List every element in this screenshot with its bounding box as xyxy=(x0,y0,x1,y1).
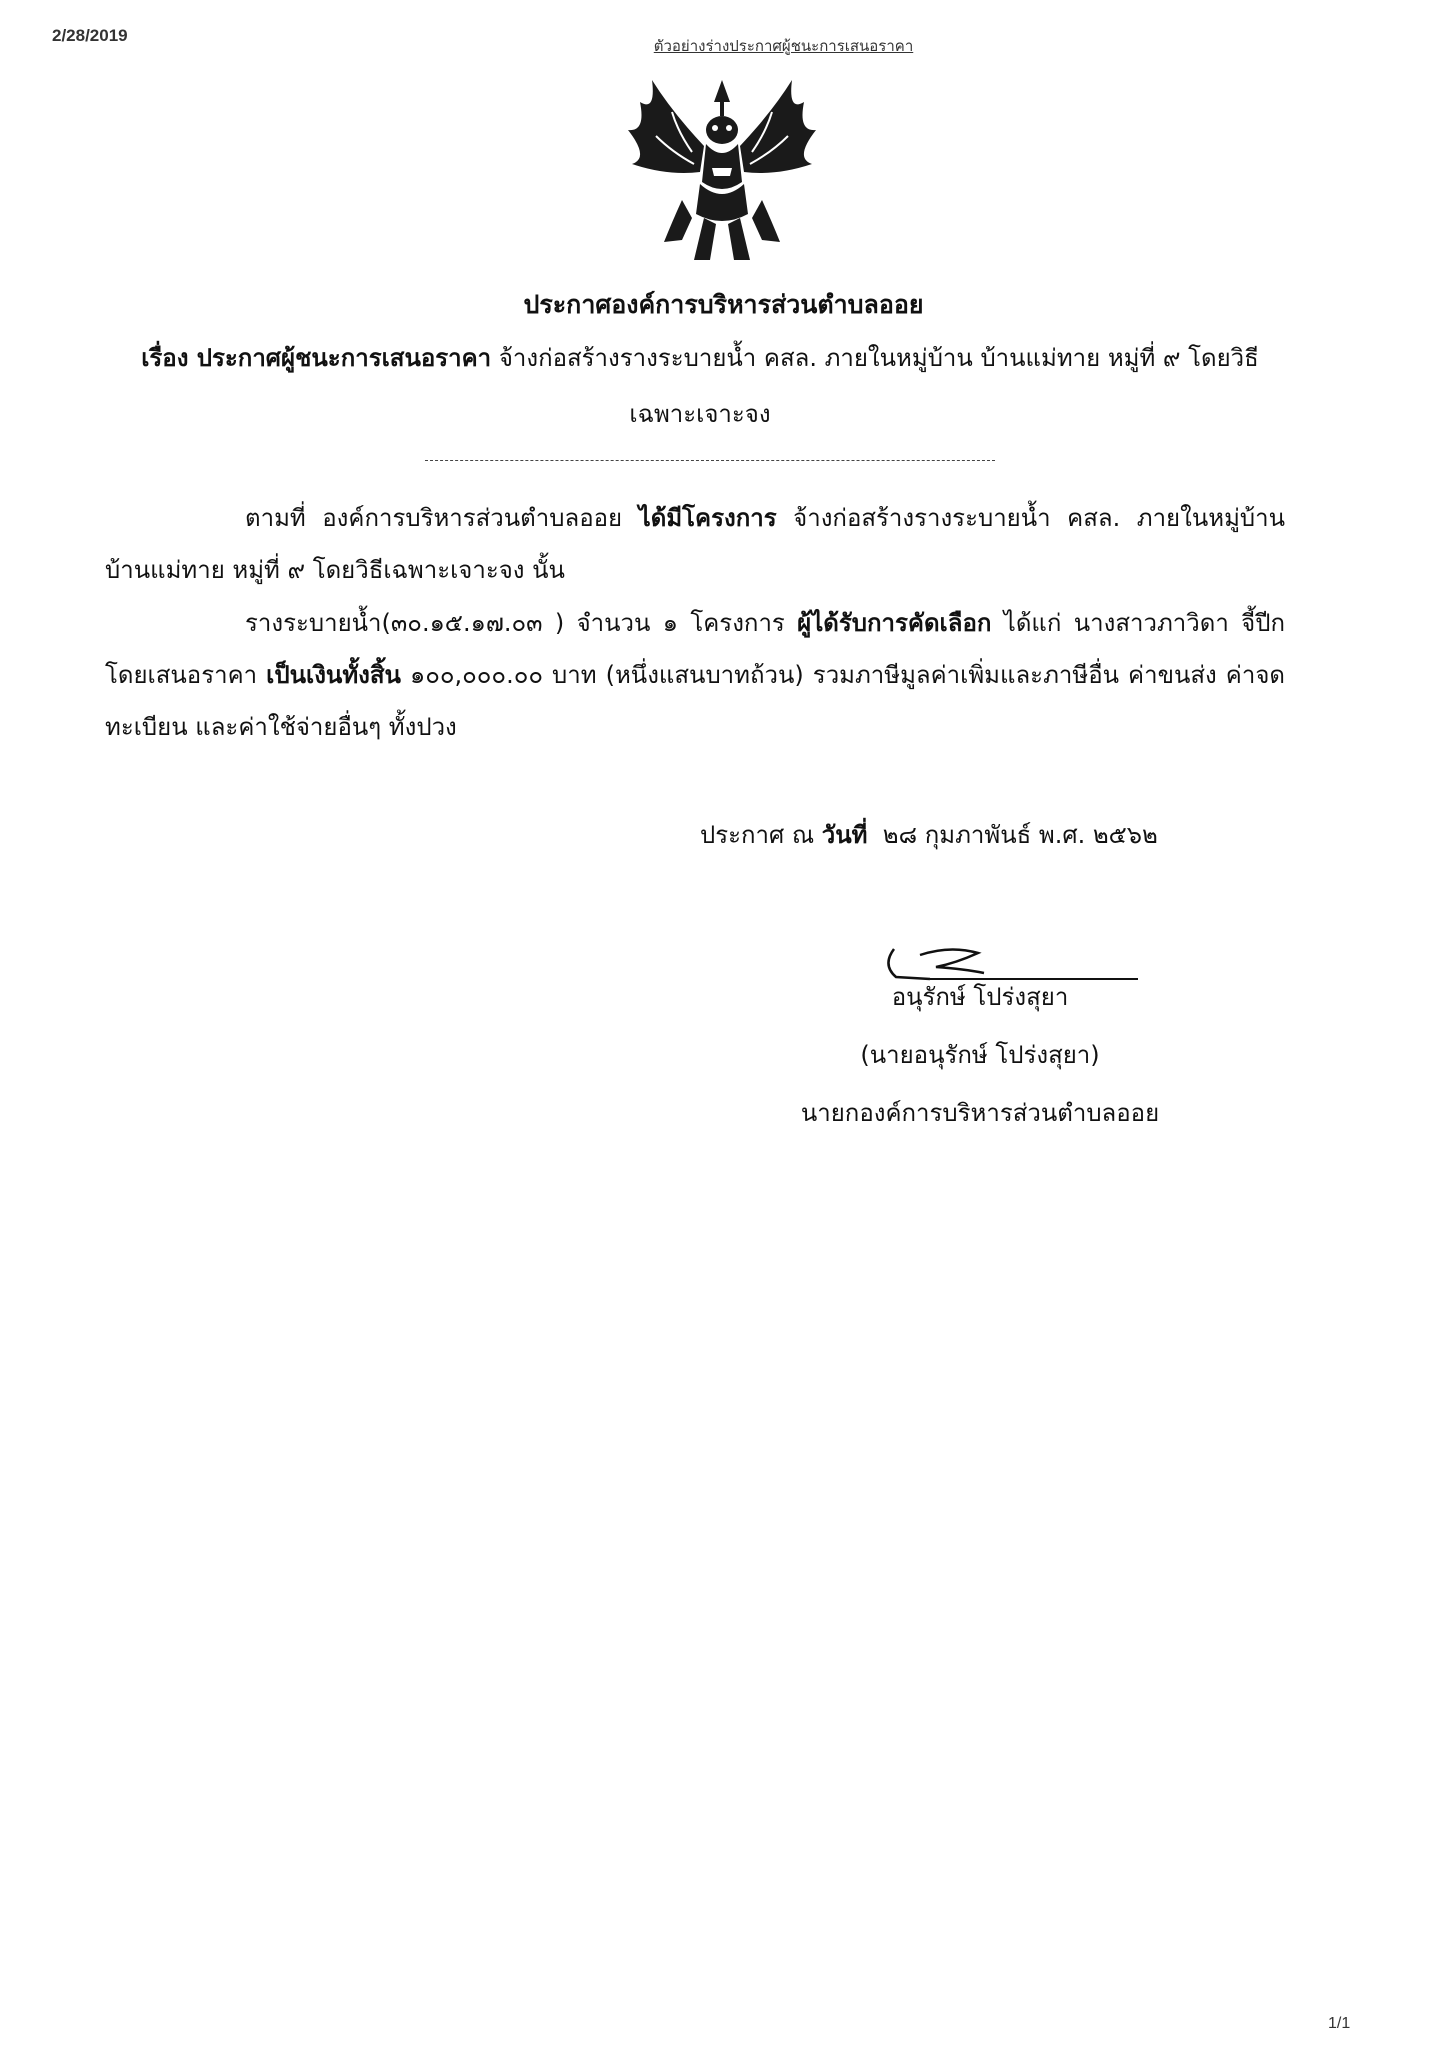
signer-position: นายกองค์การบริหารส่วนตำบลออย xyxy=(800,1099,1160,1127)
print-header: ตัวอย่างร่างประกาศผู้ชนะการเสนอราคา xyxy=(653,37,914,55)
paragraph-1 xyxy=(105,492,1285,596)
print-date: 2/28/2019 xyxy=(52,26,128,45)
divider-line xyxy=(425,460,995,461)
page-number: 1/1 xyxy=(1328,2015,1351,2032)
para1-c: จ้างก่อสร้างรางระบายน้ำ คสล. ภายในหมู่บ้าน บ้านแม่ทาย หมู่ที่ ๙ โดยวิธีเฉพาะเจาะจง นั้น xyxy=(105,504,1286,584)
signer-name: อนุรักษ์ โปร่งสุยา xyxy=(891,983,1069,1011)
para1-b: ได้มีโครงการ xyxy=(638,504,777,532)
subject-text: จ้างก่อสร้างรางระบายน้ำ คสล. ภายในหมู่บ้าน บ้านแม่ทาย หมู่ที่ ๙ โดยวิธีเฉพาะเจาะจง xyxy=(498,344,1259,428)
announce-label: ประกาศ ณ xyxy=(700,821,815,849)
garuda-emblem-icon xyxy=(612,72,832,272)
announce-day-label: วันที่ xyxy=(821,821,868,849)
para2-c: ได้แก่ นางสาวภาวิดา จี้ปีก โดยเสนอราคา xyxy=(105,609,1285,689)
para1-a: ตามที่ องค์การบริหารส่วนตำบลออย xyxy=(245,504,623,532)
subject-label: เรื่อง ประกาศผู้ชนะการเสนอราคา xyxy=(141,344,492,372)
para2-a: รางระบายน้ำ(๓๐.๑๕.๑๗.๐๓ ) จำนวน ๑ โครงการ xyxy=(245,609,785,637)
announce-date-line xyxy=(700,815,1158,854)
signer-full-name: (นายอนุรักษ์ โปร่งสุยา) xyxy=(860,1041,1100,1069)
announce-date: ๒๘ กุมภาพันธ์ พ.ศ. ๒๕๖๒ xyxy=(882,821,1158,849)
para2-b: ผู้ได้รับการคัดเลือก xyxy=(797,609,992,637)
paragraph-2 xyxy=(105,597,1285,753)
para2-e: ๑๐๐,๐๐๐.๐๐ บาท (หนึ่งแสนบาทถ้วน) รวมภาษีมูลค่าเพิ่มและภาษีอื่น ค่าขนส่ง ค่าจดทะเบียน และค่าใช้จ่ายอื่นๆ ทั้งปวง xyxy=(105,661,1285,741)
signature-block xyxy=(780,968,1180,1142)
document-title: ประกาศองค์การบริหารส่วนตำบลออย xyxy=(523,290,924,319)
document-subject xyxy=(120,330,1280,442)
para2-d: เป็นเงินทั้งสิ้น xyxy=(266,661,401,689)
